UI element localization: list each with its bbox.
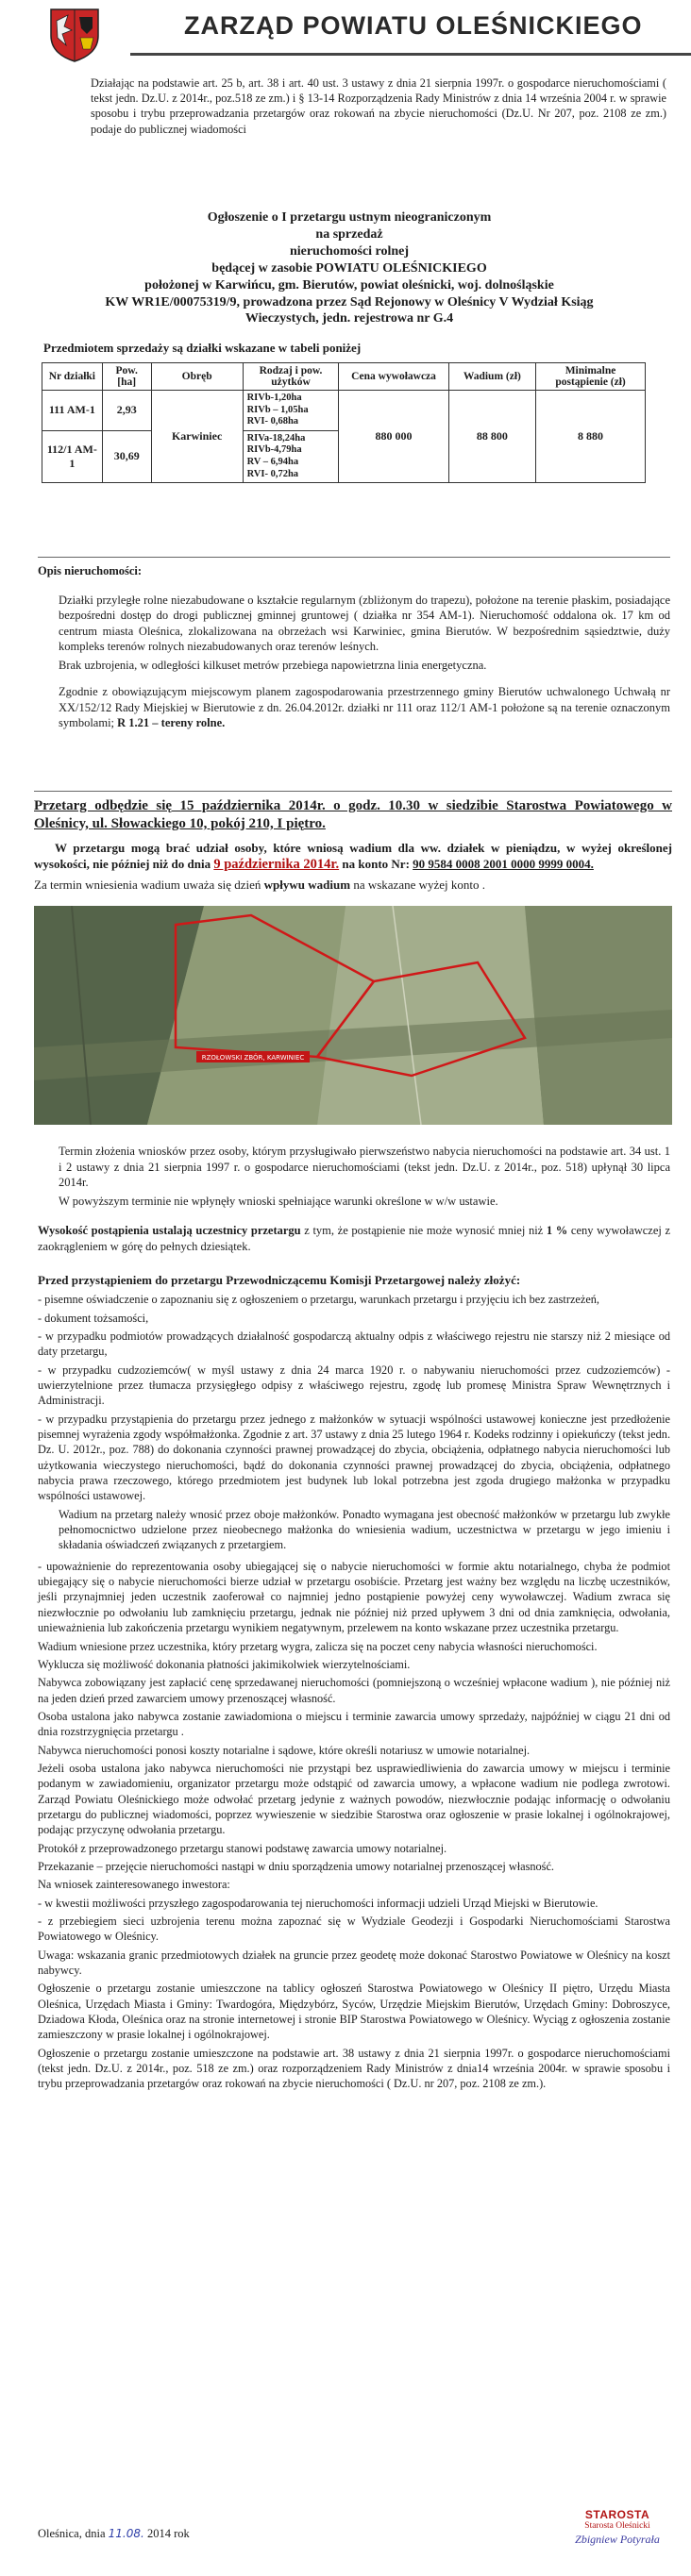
requirement-item: Protokół z przeprowadzonego przetargu stanowi podstawę zawarcia umowy notarialnej. (38, 1841, 447, 1855)
signature-name: Zbigniew Potyrała (575, 2533, 660, 2546)
priority-deadline-note: W powyższym terminie nie wpłynęły wnioski spełniające warunki określone w w/w ustawie. (59, 1194, 498, 1208)
announcement-line-5: położonej w Karwińcu, gm. Bierutów, powiat oleśnicki, woj. dolnośląskie (144, 277, 554, 293)
table-row (42, 391, 646, 431)
description-paragraph: Działki przyległe rolne niezabudowane o kształcie regularnym (zbliżonym do trapezu), położone na terenie płaskim, posiadające bezpośredni dostęp do drogi publicznej gminnej gruntowej ( działka nr 354 AM-1). Nieruchomość oddalona ok. 17 km od centrum miasta Oleśnica, zlokalizowana na obrzeżach wsi Karwiniec, gmina Bierutów. W bezpośrednim sąsiedztwie, duży kompleks terenów rolnych niezabudowanych oraz terenów leśnych. (59, 593, 670, 653)
header (38, 0, 689, 68)
table-intro: Przedmiotem sprzedaży są działki wskazane w tabeli poniżej (43, 341, 362, 355)
announcement-title (38, 209, 661, 327)
zoning-text: Zgodnie z obowiązującym miejscowym planem zagospodarowania przestrzennego gminy Bierutów uchwalonego Uchwałą nr XX/152/12 Rady Miejskiej w Bierutowie z dn. 26.04.2012r. działki nr 111 oraz 112/1 AM-1 położone są na terenie oznaczonym symbolami; (59, 685, 670, 729)
uzytek-line: RVI- 0,68ha (246, 416, 299, 427)
deposit-note (34, 877, 672, 893)
requirement-item: - z przebiegiem sieci uzbrojenia terenu można zapoznać się w Wydziale Geodezji i Gospodarki Nieruchomościami Starostwa Powiatowego w Oleśnicy. (38, 1915, 670, 1944)
uzytek-line: RV – 6,94ha (246, 456, 299, 467)
cell-pow: 30,69 (102, 430, 151, 482)
increment-bold: Wysokość postąpienia ustalają uczestnicy przetargu (38, 1224, 301, 1237)
col-header-cena: Cena wywoławcza (339, 363, 448, 391)
deposit-text: W przetargu mogą brać udział osoby, które wniosą wadium dla ww. działek w pieniądzu, w wyżej określonej wysokości, nie później niż do dnia (34, 841, 672, 872)
uzytek-line: RVI- 0,72ha (246, 468, 299, 479)
requirement-item: - dokument tożsamości, (38, 1311, 149, 1325)
description-heading: Opis nieruchomości: (38, 564, 143, 577)
requirement-item: Na wniosek zainteresowanego inwestora: (38, 1878, 230, 1892)
cell-cena: 880 000 (339, 391, 448, 483)
deposit-paragraph (34, 840, 672, 874)
zoning-paragraph (38, 684, 670, 731)
announcement-line-6: KW WR1E/00075319/9, prowadzona przez Sąd Rejonowy w Oleśnicy V Wydział Ksiąg (105, 294, 594, 309)
col-header-uzytki: Rodzaj i pow. użytków (243, 363, 339, 391)
deposit-note-bold: wpływu wadium (263, 878, 351, 893)
col-header-postapienie: Minimalne postąpienie (zł) (536, 363, 646, 391)
date-prefix: Oleśnica, dnia (38, 2527, 106, 2540)
deposit-note-text: Za termin wniesienia wadium uważa się dzień (34, 878, 261, 893)
requirement-item: Wyklucza się możliwość dokonania płatności jakimikolwiek wierzytelnościami. (38, 1657, 411, 1671)
cell-pow: 2,93 (102, 391, 151, 431)
signature-stamp (561, 2508, 674, 2561)
cell-postapienie: 8 880 (536, 391, 646, 483)
increment-text-end: ceny wywoławczej z zaokrągleniem w górę do pełnych dziesiątek. (38, 1224, 671, 1253)
announcement-line-1: Ogłoszenie o I przetargu ustnym nieograniczonym (207, 210, 492, 225)
announcement-line-7: Wieczystych, jedn. rejestrowa nr G.4 (244, 311, 454, 326)
date-handwritten: 11.08. (108, 2527, 144, 2540)
announcement-line-3: nieruchomości rolnej (289, 243, 410, 259)
uzytek-line: RIVb – 1,05ha (246, 404, 309, 415)
announcement-line-2: na sprzedaż (315, 226, 383, 242)
requirement-item: Przekazanie – przejęcie nieruchomości nastąpi w dniu sporządzenia umowy notarialnej przenoszącej własność. (38, 1859, 554, 1873)
col-header-wadium: Wadium (zł) (448, 363, 535, 391)
deposit-account-number: 90 9584 0008 2001 0000 9999 0004. (413, 857, 594, 872)
col-header-pow: Pow. [ha] (102, 363, 151, 391)
requirement-item: - upoważnienie do reprezentowania osoby ubiegającej się o nabycie nieruchomości w formie aktu notarialnego, chyba że podmiot ubiegający się o nabycie nieruchomości bierze udział w przetargu osobiście. Przetarg jest ważny bez względu na liczbę uczestników, jeśli przynajmniej jeden uczestnik zaoferował co najmniej jedno postąpienie powyżej ceny wywoławczej. Wadium zwraca się niezwłocznie po odwołaniu lub zamknięciu przetargu, jednak nie później niż przed upływem 3 dni od dnia zamknięcia, odwołania, unieważnienia lub zakończenia przetargu wynikiem negatywnym, przelewem na konto wskazane przez uczestnika przetargu. (38, 1559, 670, 1635)
description-paragraph: Brak uzbrojenia, w odległości kilkuset metrów przebiega napowietrzna linia energetyczna. (59, 658, 487, 672)
requirements-section (38, 1272, 670, 2095)
cell-wadium: 88 800 (448, 391, 535, 483)
col-header-obreb: Obręb (151, 363, 243, 391)
priority-deadline-paragraph: Termin złożenia wniosków przez osoby, którym przysługiwało pierwszeństwo nabycia nieruchomości na podstawie art. 34 ust. 1 i 2 ustawy z dnia 21 sierpnia 1997 r. o gospodarce nieruchomościami (tekst jedn. Dz.U. z 2014r., poz. 518) upłynął 30 lipca 2014r. (59, 1145, 670, 1189)
plots-table (42, 362, 646, 483)
cell-uzytki (243, 391, 339, 431)
requirements-heading: Przed przystąpieniem do przetargu Przewodniczącemu Komisji Przetargowej należy złożyć: (38, 1273, 521, 1287)
requirement-item: Jeżeli osoba ustalona jako nabywca nieruchomości nie przystąpi bez usprawiedliwienia do zawarcia umowy w miejscu i terminie podanym w zawiadomieniu, organizator przetargu może odstąpić od zawarcia umowy, a wpłacone wadium nie podlega zwrotowi. Zarząd Powiatu Oleśnickiego może odwołać przetarg jedynie z ważnych powodów, niezwłocznie podając informację o odwołaniu przetargu do publicznej wiadomości, poprzez wywieszenie w siedzibie Starostwa oraz ogłoszenie w prasie lokalnej i ogólnokrajowej, podając przyczynę odwołania przetargu. (38, 1761, 670, 1837)
description-section (38, 557, 670, 734)
requirement-item: - w przypadku podmiotów prowadzących działalność gospodarczą aktualny odpis z właściwego rejestru nie starszy niż 2 miesiące od daty przetargu, (38, 1329, 670, 1359)
requirement-item: - pisemne oświadczenie o zapoznaniu się z ogłoszeniem o przetargu, warunkach przetargu i przyjęciu ich bez zastrzeżeń, (38, 1293, 599, 1307)
coat-of-arms-icon (49, 8, 100, 62)
requirement-item: - w przypadku cudzoziemców( w myśl ustawy z dnia 24 marca 1920 r. o nabywaniu nieruchomości przez cudzoziemców) - uwierzytelnione przez tłumacza przysięgłego odpisy z właściwego rejestru, zgodę lub promesę Ministra Spraw Wewnętrznych i Administracji. (38, 1363, 670, 1408)
increment-text: z tym, że postąpienie nie może wynosić mniej niż (304, 1224, 544, 1237)
cell-nr: 112/1 AM-1 (42, 430, 103, 482)
requirement-item: Osoba ustalona jako nabywca zostanie zawiadomiona o miejscu i terminie zawarcia umowy sprzedaży, najpóźniej w ciągu 21 dni od dnia rozstrzygnięcia przetargu . (38, 1709, 670, 1739)
deposit-section (34, 840, 672, 895)
requirement-item: - w kwestii możliwości przyszłego zagospodarowania tej nieruchomości informacji udzieli Urząd Miejski w Bierutowie. (38, 1896, 598, 1910)
intro-paragraph: Działając na podstawie art. 25 b, art. 38 i art. 40 ust. 3 ustawy z dnia 21 sierpnia 1997r. o gospodarce nieruchomościami ( tekst jedn. Dz.U. z 2014r., poz.518 ze zm.) i § 13-14 Rozporządzenia Rady Ministrów z dnia 14 września 2004 r. w sprawie sposobu i trybu przeprowadzania przetargów oraz rokowań na zbycie nieruchomości (Dz.U. Nr 207, poz. 2108 ze zm.) podaje do publicznej wiadomości (91, 76, 666, 136)
stamp-subtitle: Starosta Oleśnicki (584, 2521, 650, 2531)
table-header-row (42, 363, 646, 391)
deposit-deadline: 9 października 2014r. (213, 857, 340, 873)
uzytek-line: RIVa-18,24ha (246, 432, 306, 443)
auction-date: Przetarg odbędzie się 15 października 2014r. o godz. 10.30 w siedzibie Starostwa Powiatowego w Oleśnicy, ul. Słowackiego 10, pokój 210, I piętro. (34, 791, 672, 833)
cell-nr: 111 AM-1 (42, 391, 103, 431)
header-title: ZARZĄD POWIATU OLEŚNICKIEGO (184, 11, 643, 40)
orthophoto-image (34, 906, 672, 1125)
date-suffix: 2014 rok (146, 2527, 190, 2540)
zoning-symbol: R 1.21 – tereny rolne. (117, 716, 226, 729)
requirement-item: Nabywca zobowiązany jest zapłacić cenę sprzedawanej nieruchomości (pomniejszoną o wcześniej wpłacone wadium ), nie później niż na jeden dzień przed zawarciem umowy przenoszącej własność. (38, 1676, 670, 1705)
requirement-item: Wadium na przetarg należy wnosić przez oboje małżonków. Ponadto wymagana jest obecność małżonków w przetargu lub zwykłe pełnomocnictwo udzielone przez nieobecnego małżonka do wniesienia wadium, uczestnictwa w przetargu w jego imieniu i składania oświadczeń związanych z przetargiem. (59, 1507, 670, 1552)
stamp-title: STAROSTA (584, 2508, 650, 2521)
uzytek-line: RIVb-4,79ha (246, 444, 302, 456)
requirement-item: Uwaga: wskazania granic przedmiotowych działek na gruncie przez geodetę może dokonać Starostwo Powiatowe w Oleśnicy na koszt nabywcy. (38, 1948, 670, 1978)
col-header-nr: Nr działki (42, 363, 103, 391)
cell-obreb: Karwiniec (151, 391, 243, 483)
requirement-item: Nabywca nieruchomości ponosi koszty notarialne i sądowe, które określi notariusz w umowie notarialnej. (38, 1743, 531, 1757)
deposit-account-label: na konto Nr: (342, 857, 410, 872)
issue-date (38, 2527, 190, 2541)
increment-paragraph (38, 1223, 670, 1254)
deposit-note-end: na wskazane wyżej konto . (353, 878, 486, 893)
requirement-item: Wadium wniesione przez uczestnika, który przetarg wygra, zalicza się na poczet ceny nabycia własności nieruchomości. (38, 1639, 598, 1653)
orthophoto-map (34, 906, 672, 1125)
announcement-line-4: będącej w zasobie POWIATU OLEŚNICKIEGO (211, 260, 487, 276)
increment-section (38, 1223, 670, 1257)
requirement-item: Ogłoszenie o przetargu zostanie umieszczone na podstawie art. 38 ustawy z dnia 21 sierpnia 1997r. o gospodarce nieruchomościami (tekst jedn. Dz.U. z 2014r., poz. 518 ze zm.) oraz rozporządzeniem Rady Ministrów z dnia14 września 2004r. w sprawie sposobu i trybu przeprowadzania przetargów oraz rokowań na zbycie nieruchomości ( Dz.U. nr 207, poz. 2108 ze zm.). (38, 2046, 670, 2091)
cell-uzytki (243, 430, 339, 482)
map-label: RZOŁOWSKI ZBÓR, KARWINIEC (201, 1054, 305, 1062)
priority-deadline-section (38, 1144, 670, 1212)
requirement-item: Ogłoszenie o przetargu zostanie umieszczone na tablicy ogłoszeń Starostwa Powiatowego w Oleśnicy II piętro, Urzędu Miasta Oleśnica, Urzędach Miasta i Gminy: Twardogóra, Międzybórz, Syców, Urzędzie Miejskim Bierutów, Urzędach Gminy: Dobroszyce, Dziadowa Kłoda, Oleśnica oraz na stronie internetowej i stronie BIP Starostwa Powiatowego w Oleśnicy. Wyciąg z ogłoszenia zostanie zamieszczony w prasie lokalnej i ogólnokrajowej. (38, 1982, 670, 2042)
header-rule (130, 53, 691, 56)
increment-percent: 1 % (546, 1224, 568, 1237)
uzytek-line: RIVb-1,20ha (246, 393, 302, 403)
requirement-item: - w przypadku przystąpienia do przetargu przez jednego z małżonków w sytuacji wspólności ustawowej konieczne jest przedłożenie pisemnej wyrażenia zgody współmałżonka. Zgodnie z art. 37 ustawy z dnia 25 lutego 1964 r. Kodeks rodzinny i opiekuńczy (tekst jedn. Dz. U. 2012r., poz. 788) do dokonania czynności prawnej prowadzącej do zbycia, obciążenia, odpłatnego nabycia nieruchomości lub użytkowania wieczystego nieruchomości, bądź do dokonania czynności prawnej prowadzącej do zbycia, obciążenia, odpłatnego nabycia prawa rzeczowego, którego przedmiotem jest budynek lub lokal potrzebna jest zgoda drugiego małżonka w przypadku wspólności ustawowej. (38, 1412, 671, 1503)
